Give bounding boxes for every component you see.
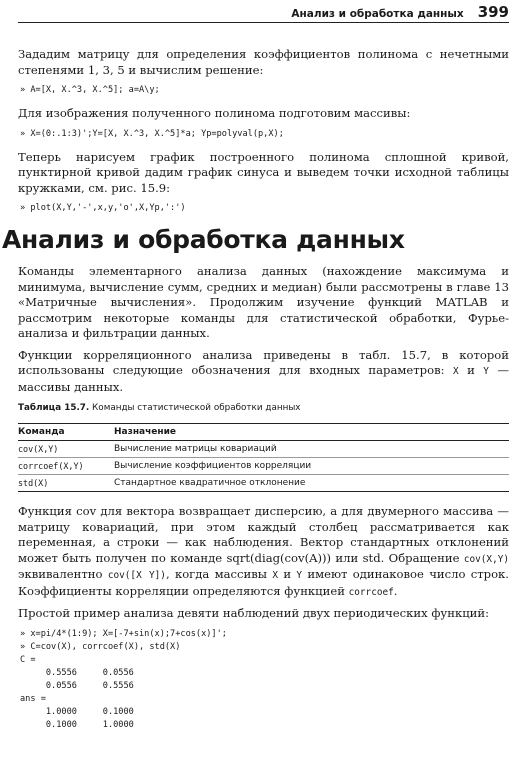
table-cell-description: Стандартное квадратичное отклонение	[114, 475, 509, 492]
table-header-command: Команда	[18, 424, 114, 441]
table-cell-command: corrcoef(X,Y)	[18, 458, 114, 475]
table-row	[18, 475, 509, 492]
code-example: » x=pi/4*(1:9); X=[-7+sin(x);7+cos(x)]'; » C=cov(X), corrcoef(X), std(X) C = 0.5556 0.0556 0.0556 0.5556 ans = 1.0000 0.1000 0.1000 1.0000	[20, 628, 227, 730]
code-plot: » plot(X,Y,'-',x,y,'o',X,Yp,':')	[20, 203, 186, 213]
running-header	[18, 0, 509, 23]
page-number: 399	[477, 3, 509, 21]
paragraph-cov-explanation: Функция cov для вектора возвращает дисперсию, а для двумерного массива — матрицу ковариаций, при этом каждый столбец рассматривается как переменная, а строки — как наблюдения. Вектор стандартных отклонений может быть получен по команде sqrt(diag(cov(A))) или std. Обращение cov(X,Y) эквивалентно cov([X Y]), когда массивы X и Y имеют одинаковое число строк. Коэффициенты корреляции определяются функцией corrcoef.	[18, 504, 509, 598]
section-title: Анализ и обработка данных	[2, 225, 405, 254]
code-arrays: » X=(0:.1:3)';Y=[X, X.^3, X.^5]*a; Yp=polyval(p,X);	[20, 128, 284, 139]
table-header-row	[18, 424, 509, 441]
table-cell-description: Вычисление матрицы ковариаций	[114, 441, 509, 458]
table-row	[18, 458, 509, 475]
table-header-purpose: Назначение	[114, 424, 509, 441]
table-cell-command: cov(X,Y)	[18, 441, 114, 458]
commands-table	[18, 423, 509, 492]
table-row	[18, 441, 509, 458]
table-caption: Таблица 15.7. Команды статистической обработки данных	[18, 403, 301, 413]
paragraph-polynomial-matrix: Зададим матрицу для определения коэффициентов полинома с нечетными степенями 1, 3, 5 и вычислим решение:	[18, 47, 509, 77]
page-content	[2, 47, 509, 741]
paragraph-example: Простой пример анализа девяти наблюдений двух периодических функций:	[18, 606, 490, 620]
table-cell-description: Вычисление коэффициентов корреляции	[114, 458, 509, 475]
paragraph-plot: Теперь нарисуем график построенного полинома сплошной кривой, пунктирной кривой дадим график синуса и выведем точки исходной таблицы кружками, см. рис. 15.9:	[18, 149, 509, 195]
table-cell-command: std(X)	[18, 475, 114, 492]
running-header-title: Анализ и обработка данных	[291, 8, 464, 20]
paragraph-arrays: Для изображения полученного полинома подготовим массивы:	[18, 106, 411, 120]
paragraph-intro: Команды элементарного анализа данных (нахождение максимума и минимума, вычисление сумм, средних и медиан) были рассмотрены в главе 13 «Матричные вычисления». Продолжим изучение функций MATLAB и рассмотрим некоторые команды для статистической обработки, Фурье-анализа и фильтрации данных.	[18, 264, 509, 340]
paragraph-correlation: Функции корреляционного анализа приведены в табл. 15.7, в которой использованы следующие обозначения для входных параметров: X и Y — массивы данных.	[18, 347, 509, 394]
code-matrix: » A=[X, X.^3, X.^5]; a=A\y;	[20, 85, 160, 95]
